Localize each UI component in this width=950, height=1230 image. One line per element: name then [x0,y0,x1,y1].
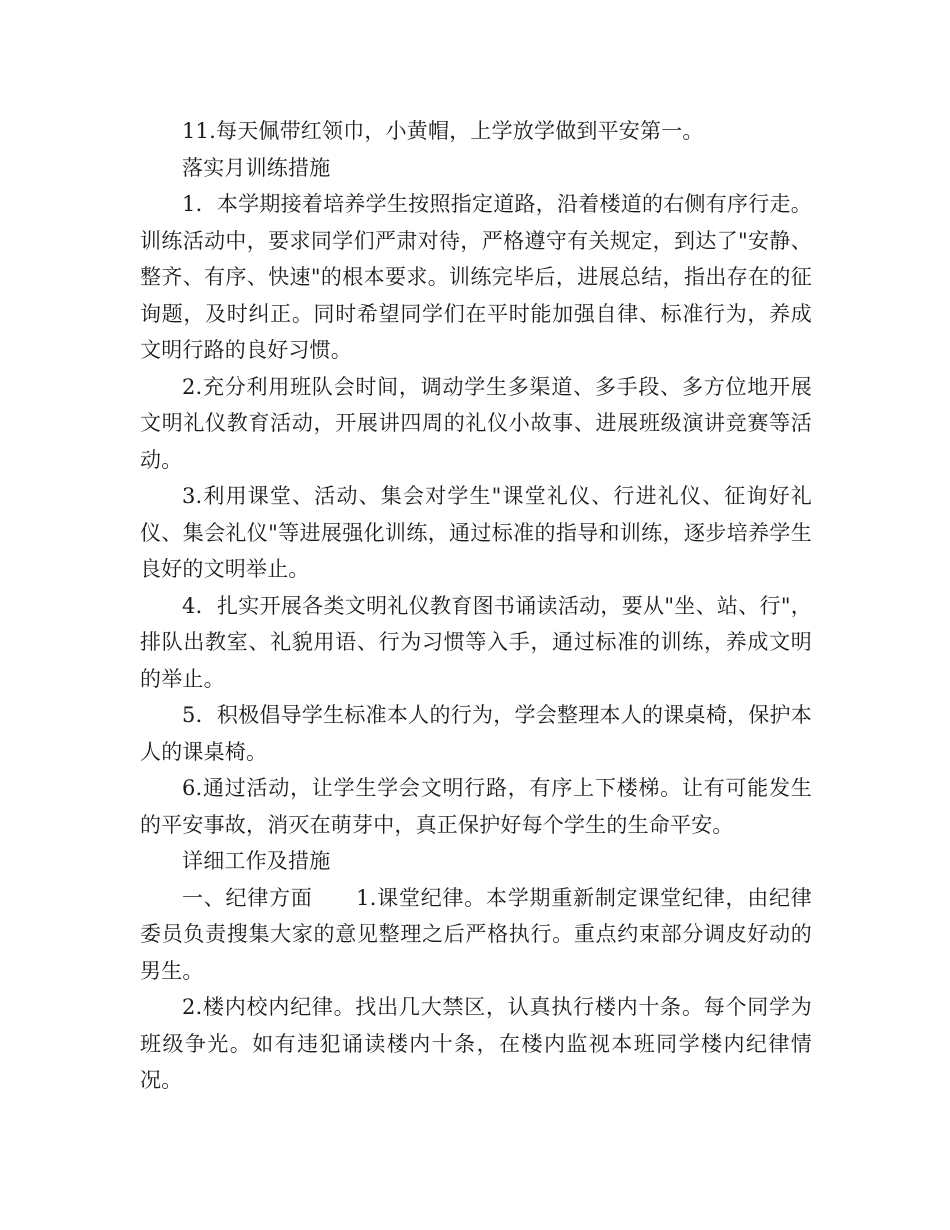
paragraph-discipline-classroom: 一、纪律方面 1.课堂纪律。本学期重新制定课堂纪律，由纪律委员负责搜集大家的意见整理之后严格执行。重点约束部分调皮好动的男生。 [140,885,812,983]
paragraph-walking-training: 1．本学期接着培养学生按照指定道路，沿着楼道的右侧有序行走。训练活动中，要求同学们严肃对待，严格遵守有关规定，到达了"安静、整齐、有序、快速"的根本要求。训练完毕后，进展总结，指出存在的征询题，及时纠正。同时希望同学们在平时能加强自律、标准行为，养成文明行路的良好习惯。 [140,192,812,362]
heading-monthly-training: 落实月训练措施 [182,155,331,180]
paragraph-class-meeting: 2.充分利用班队会时间，调动学生多渠道、多手段、多方位地开展文明礼仪教育活动，开展讲四周的礼仪小故事、进展班级演讲竞赛等活动。 [140,374,812,472]
paragraph-desk-care: 5．积极倡导学生标准本人的行为，学会整理本人的课桌椅，保护本人的课桌椅。 [140,703,812,764]
paragraph-discipline-building: 2.楼内校内纪律。找出几大禁区，认真执行楼内十条。每个同学为班级争光。如有违犯诵读楼内十条，在楼内监视本班同学楼内纪律情况。 [140,995,812,1092]
paragraph-etiquette-training: 3.利用课堂、活动、集会对学生"课堂礼仪、行进礼仪、征询好礼仪、集会礼仪"等进展强化训练，通过标准的指导和训练，逐步培养学生良好的文明举止。 [140,484,812,581]
document-body [140,113,812,1099]
paragraph-stairs-safety: 6.通过活动，让学生学会文明行路，有序上下楼梯。让有可能发生的平安事故，消灭在萌芽中，真正保护好每个学生的生命平安。 [140,776,812,837]
paragraph-red-scarf: 11.每天佩带红领巾，小黄帽，上学放学做到平安第一。 [182,119,704,143]
paragraph-book-reading: 4．扎实开展各类文明礼仪教育图书诵读活动，要从"坐、站、行"，排队出教室、礼貌用语、行为习惯等入手，通过标准的训练，养成文明的举止。 [140,593,812,691]
heading-detailed-work: 详细工作及措施 [182,849,331,873]
